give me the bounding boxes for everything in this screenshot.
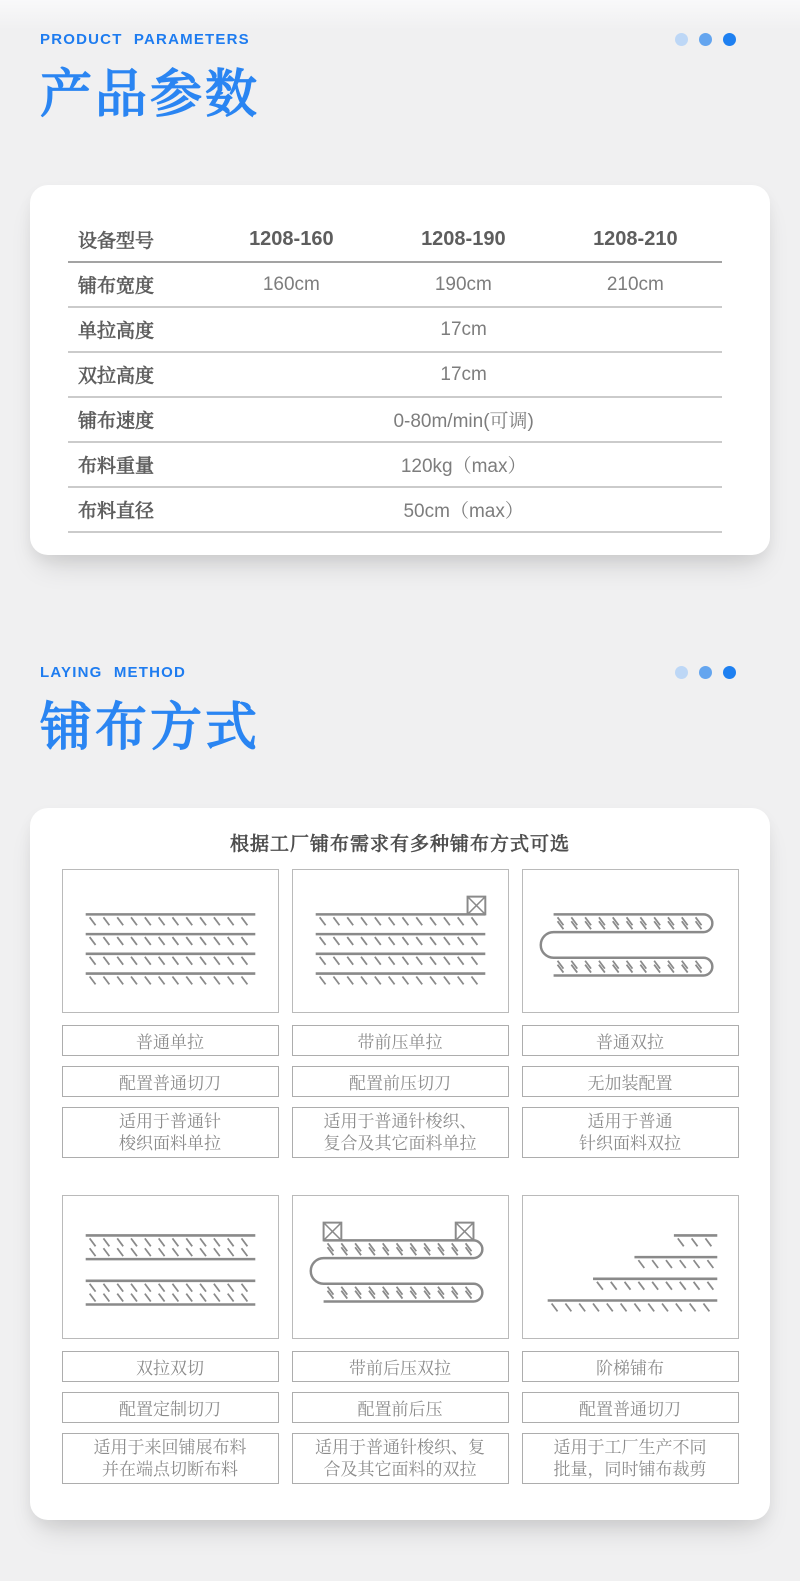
plain-single-pull-diagram-icon [63,870,278,1012]
parameters-title: 产品参数 [40,66,261,124]
method-config-label: 配置前压切刀 [292,1066,509,1097]
spec-value: 190cm [434,273,492,295]
laying-title: 铺布方式 [40,699,261,757]
method-cell-plain-double-pull [522,869,739,1158]
spec-value: 50cm（max） [403,501,524,522]
spec-row-label: 单拉高度 [78,321,155,342]
method-cell-front-press-single-pull [292,869,509,1158]
spec-row-width [68,263,722,308]
methods-row-1 [30,869,770,1158]
method-config-label: 配置定制切刀 [62,1392,279,1423]
diagram-box [62,1195,279,1339]
dot-medium-icon [699,33,712,46]
method-cell-plain-single-pull [62,869,279,1158]
dot-medium-icon [699,666,712,679]
section-dots [675,666,736,679]
spec-model-3: 1208-210 [593,228,678,250]
method-cell-double-pull-double-cut [62,1195,279,1484]
method-desc-label: 适用于普通 针织面料双拉 [522,1107,739,1158]
spec-row-speed [68,398,722,443]
spec-row-label: 布料直径 [78,501,155,522]
method-config-label: 配置普通切刀 [522,1392,739,1423]
spec-value: 120kg（max） [400,456,527,477]
method-name-label: 普通单拉 [62,1025,279,1056]
product-parameters-card [30,185,770,555]
spec-value: 160cm [262,273,320,295]
spec-value: 0-80m/min(可调) [393,411,534,432]
method-name-label: 双拉双切 [62,1351,279,1382]
method-desc-label: 适用于普通针 梭织面料单拉 [62,1107,279,1158]
section-dots [675,33,736,46]
method-config-label: 配置普通切刀 [62,1066,279,1097]
spec-table [68,218,722,533]
spec-row-fabric-weight [68,443,722,488]
spec-model-2: 1208-190 [421,228,506,250]
front-back-press-double-pull-diagram-icon [293,1196,508,1338]
laying-card-title: 根据工厂铺布需求有多种铺布方式可选 [229,834,570,855]
laying-eyebrow: LAYING METHOD [40,664,187,681]
method-name-label: 普通双拉 [522,1025,739,1056]
parameters-section-header [40,31,260,123]
spec-value: 17cm [440,363,487,385]
dot-light-icon [675,666,688,679]
spec-row-single-pull-height [68,308,722,353]
spec-header-row [68,218,722,263]
method-desc-label: 适用于普通针梭织、复 合及其它面料的双拉 [292,1433,509,1484]
stair-step-laying-diagram-icon [523,1196,738,1338]
method-name-label: 带前后压双拉 [292,1351,509,1382]
method-cell-front-back-press-double-pull [292,1195,509,1484]
dot-light-icon [675,33,688,46]
plain-double-pull-diagram-icon [523,870,738,1012]
laying-section-header [40,664,260,756]
method-config-label: 配置前后压 [292,1392,509,1423]
methods-row-2 [30,1195,770,1484]
dot-dark-icon [723,33,736,46]
spec-header-label: 设备型号 [78,231,155,252]
laying-methods-card [30,808,770,1520]
method-cell-stair-step-laying [522,1195,739,1484]
spec-model-1: 1208-160 [249,228,334,250]
method-name-label: 阶梯铺布 [522,1351,739,1382]
diagram-box [292,1195,509,1339]
diagram-box [292,869,509,1013]
method-desc-label: 适用于普通针梭织、 复合及其它面料单拉 [292,1107,509,1158]
diagram-box [522,1195,739,1339]
dot-dark-icon [723,666,736,679]
spec-row-label: 铺布速度 [78,411,155,432]
method-desc-label: 适用于来回铺展布料 并在端点切断布料 [62,1433,279,1484]
front-press-single-pull-diagram-icon [293,870,508,1012]
spec-row-fabric-diameter [68,488,722,533]
method-name-label: 带前压单拉 [292,1025,509,1056]
spec-value: 210cm [606,273,664,295]
spec-value: 17cm [440,318,487,340]
method-desc-label: 适用于工厂生产不同 批量，同时铺布裁剪 [522,1433,739,1484]
spec-row-double-pull-height [68,353,722,398]
spec-row-label: 双拉高度 [78,366,155,387]
double-pull-double-cut-diagram-icon [63,1196,278,1338]
method-config-label: 无加装配置 [522,1066,739,1097]
spec-row-label: 布料重量 [78,456,155,477]
parameters-eyebrow: PRODUCT PARAMETERS [40,31,250,48]
diagram-box [522,869,739,1013]
spec-row-label: 铺布宽度 [78,276,155,297]
diagram-box [62,869,279,1013]
